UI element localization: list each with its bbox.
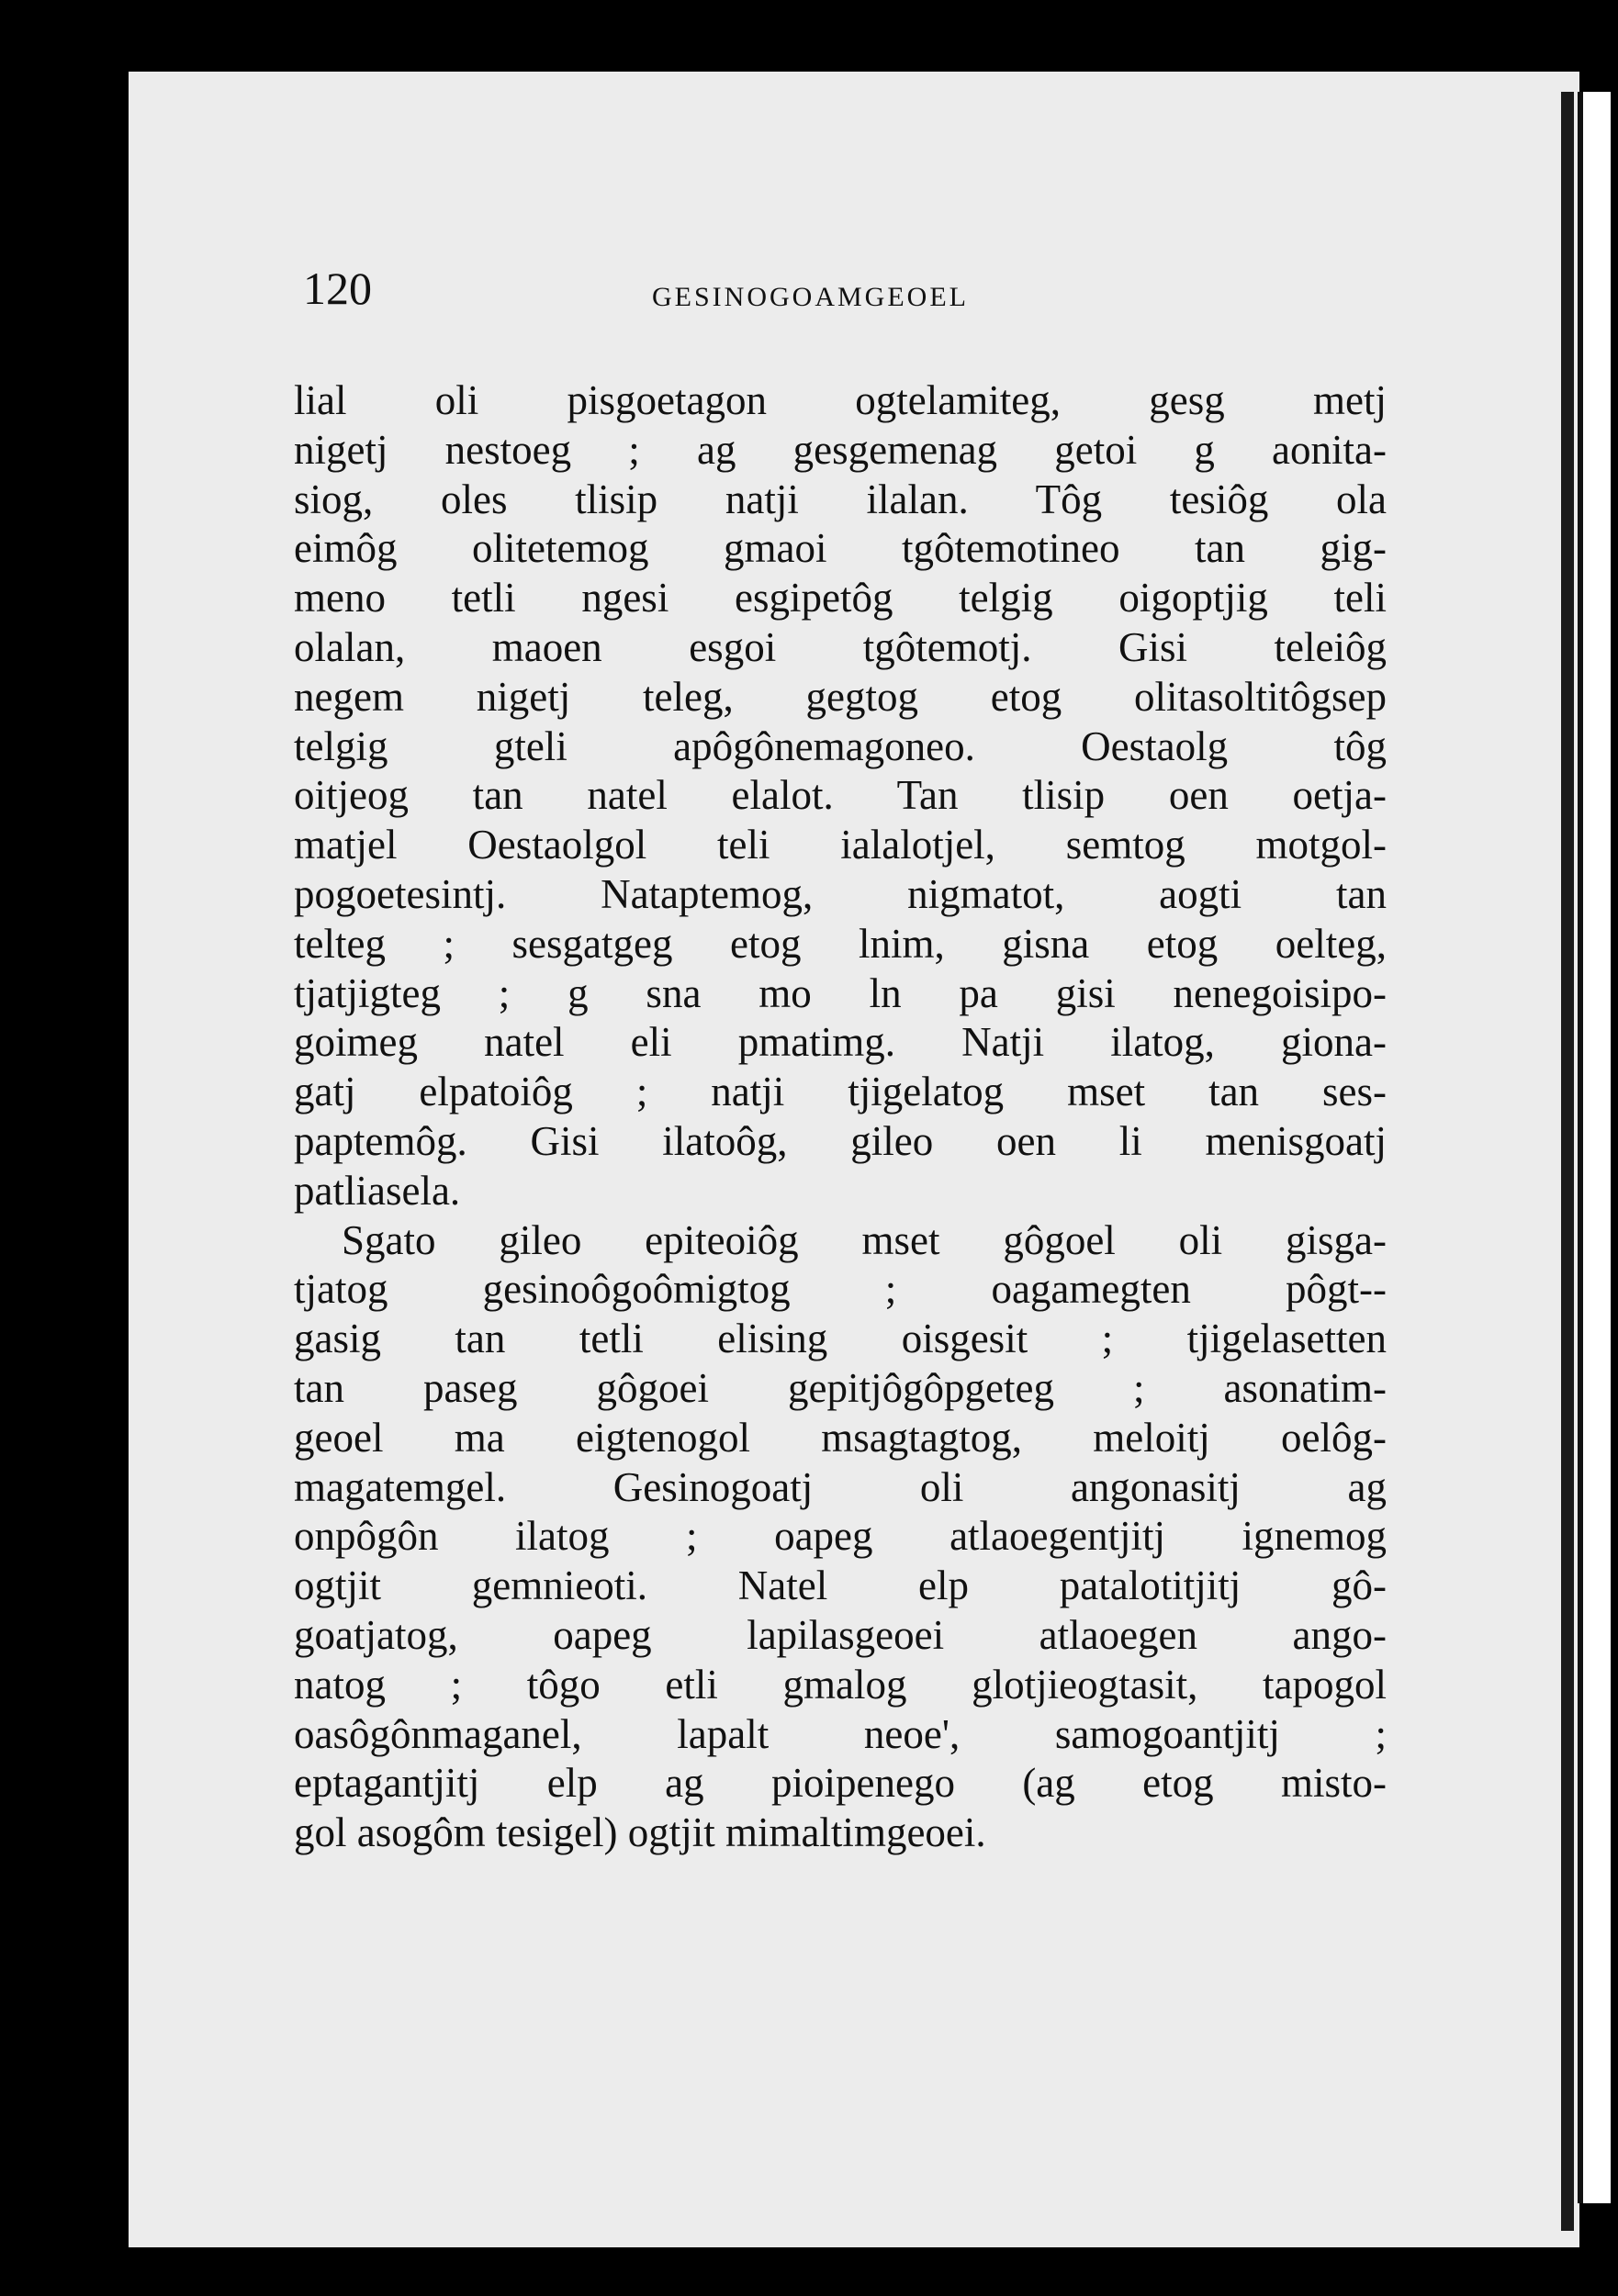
text-line: eptagantjitj elp ag pioipenego (ag etog misto- <box>294 1760 1387 1807</box>
text-line: goimeg natel eli pmatimg. Natji ilatog, giona- <box>294 1019 1387 1066</box>
next-page-edge <box>1578 92 1611 2203</box>
text-line: geoel ma eigtenogol msagtagtog, meloitj oelôg- <box>294 1414 1387 1461</box>
text-line: tan paseg gôgoei gepitjôgôpgeteg ; asonatim- <box>294 1364 1387 1411</box>
text-line: Sgato gileo epiteoiôg mset gôgoel oli gisga- <box>342 1216 1387 1263</box>
text-line: natog ; tôgo etli gmalog glotjieogtasit, tapogol <box>294 1661 1387 1708</box>
text-line: tjatog gesinoôgoômigtog ; oagamegten pôgt-- <box>294 1266 1387 1313</box>
running-head: GESINOGOAMGEOEL <box>652 282 969 312</box>
text-line: pogoetesintj. Nataptemog, nigmatot, aogti tan <box>294 870 1387 917</box>
text-line: matjel Oestaolgol teli ialalotjel, semtog motgol- <box>294 822 1387 868</box>
text-line: gasig tan tetli elising oisgesit ; tjigelasetten <box>294 1316 1387 1362</box>
text-line: olalan, maoen esgoi tgôtemotj. Gisi teleiôg <box>294 623 1387 670</box>
text-line: magatemgel. Gesinogoatj oli angonasitj ag <box>294 1463 1387 1510</box>
text-line: oasôgônmaganel, lapalt neoe', samogoantjitj ; <box>294 1710 1387 1757</box>
page-spine <box>1561 92 1574 2231</box>
page-header <box>303 262 1405 326</box>
text-line: telgig gteli apôgônemagoneo. Oestaolg tôg <box>294 722 1387 769</box>
text-line: oitjeog tan natel elalot. Tan tlisip oen oetja- <box>294 772 1387 819</box>
text-line: patliasela. <box>294 1167 461 1214</box>
text-line: tjatjigteg ; g sna mo ln pa gisi nenegoisipo- <box>294 969 1387 1016</box>
text-line: ogtjit gemnieoti. Natel elp patalotitjitj gô- <box>294 1562 1387 1609</box>
text-line: telteg ; sesgatgeg etog lnim, gisna etog oelteg, <box>294 920 1387 967</box>
text-line: goatjatog, oapeg lapilasgeoei atlaoegen ango- <box>294 1611 1387 1658</box>
text-line: meno tetli ngesi esgipetôg telgig oigoptjig teli <box>294 575 1387 622</box>
page-number: 120 <box>303 263 372 314</box>
text-line: nigetj nestoeg ; ag gesgemenag getoi g aonita- <box>294 426 1387 473</box>
text-line: onpôgôn ilatog ; oapeg atlaoegentjitj ignemog <box>294 1513 1387 1560</box>
text-line: negem nigetj teleg, gegtog etog olitasoltitôgsep <box>294 673 1387 720</box>
text-line: lial oli pisgoetagon ogtelamiteg, gesg metj <box>294 377 1387 423</box>
body-text <box>294 376 1387 1858</box>
text-line: paptemôg. Gisi ilatoôg, gileo oen li menisgoatj <box>294 1117 1387 1164</box>
text-line: gol asogôm tesigel) ogtjit mimaltimgeoei. <box>294 1809 986 1856</box>
text-line: eimôg olitetemog gmaoi tgôtemotineo tan gig- <box>294 525 1387 572</box>
text-line: siog, oles tlisip natji ilalan. Tôg tesiôg ola <box>294 476 1387 522</box>
text-line: gatj elpatoiôg ; natji tjigelatog mset tan ses- <box>294 1069 1387 1115</box>
